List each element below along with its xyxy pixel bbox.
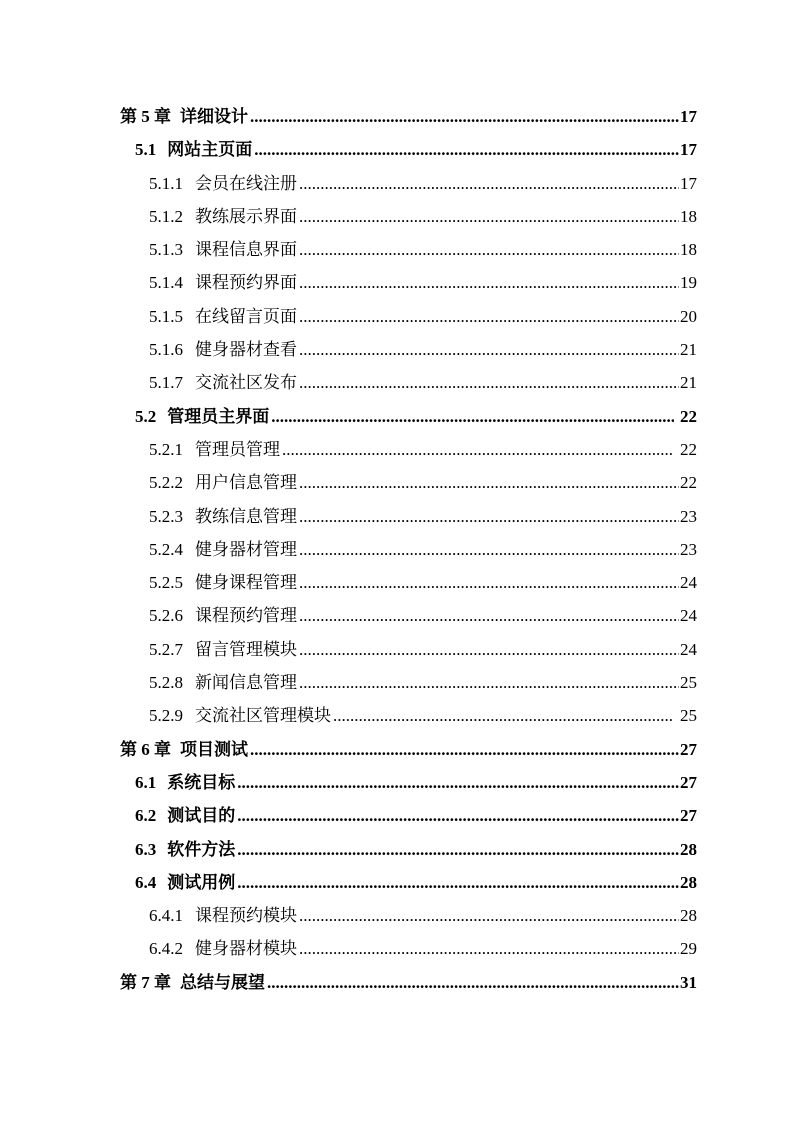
toc-entry-page: 17: [680, 107, 697, 126]
toc-entry-page: 22: [680, 406, 697, 426]
toc-entry-title: 留言管理模块: [195, 639, 297, 659]
toc-entry-page: 25: [680, 673, 697, 693]
toc-entry-number: 6.4: [135, 872, 157, 892]
dot-leader: [299, 366, 679, 399]
toc-entry-title: 健身器材模块: [195, 939, 297, 959]
toc-entry-title: 教练展示界面: [195, 206, 297, 226]
toc-entry-5-1-3: [0, 233, 697, 266]
dot-leader: [299, 233, 679, 266]
toc-entry-page: 17: [680, 140, 697, 160]
toc-entry-number: 6.4.2: [149, 939, 183, 959]
toc-entry-title: 课程预约界面: [195, 273, 297, 293]
toc-entry-5-2-7: [0, 633, 697, 666]
toc-entry-page: 22: [680, 473, 697, 493]
toc-entry-number: 5.2.1: [149, 439, 183, 459]
toc-entry-number: 5.1.1: [149, 173, 183, 193]
toc-entry-5-2-5: [0, 566, 697, 599]
toc-entry-page: 24: [680, 639, 697, 659]
dot-leader: [250, 100, 679, 133]
toc-entry-page: 22: [680, 439, 697, 459]
toc-entry-title: 管理员管理: [195, 439, 280, 459]
dot-leader: [299, 266, 679, 299]
toc-entry-page: 18: [680, 240, 697, 260]
toc-entry-title: 教练信息管理: [195, 506, 297, 526]
dot-leader: [333, 699, 674, 732]
toc-entry-page: 23: [680, 506, 697, 526]
toc-entry-number: 6.3: [135, 839, 157, 859]
toc-entry-5-2-6: [0, 599, 697, 632]
dot-leader: [237, 766, 679, 799]
toc-entry-chapter-7: [0, 966, 697, 999]
dot-leader: [237, 833, 679, 866]
toc-entry-title: 交流社区发布: [195, 373, 297, 393]
toc-entry-page: 28: [680, 872, 697, 892]
toc-entry-title: 健身课程管理: [195, 573, 297, 593]
toc-entry-page: 19: [680, 273, 697, 293]
toc-entry-title: 课程预约模块: [195, 906, 297, 926]
dot-leader: [267, 966, 679, 999]
toc-entry-number: 5.2.2: [149, 473, 183, 493]
toc-entry-number: 6.4.1: [149, 906, 183, 926]
toc-entry-6-2: [0, 799, 697, 832]
toc-entry-number: 6.2: [135, 806, 157, 826]
dot-leader: [282, 433, 674, 466]
dot-leader: [299, 633, 679, 666]
dot-leader: [299, 932, 679, 965]
toc-entry-number: 5.1.6: [149, 340, 183, 360]
dot-leader: [299, 167, 679, 200]
toc-entry-number: 5.1.3: [149, 240, 183, 260]
toc-entry-number: 5.2.8: [149, 673, 183, 693]
toc-entry-page: 27: [680, 806, 697, 826]
toc-entry-number: 5.1.7: [149, 373, 183, 393]
toc-entry-page: 21: [680, 373, 697, 393]
toc-entry-page: 25: [680, 706, 697, 726]
dot-leader: [299, 666, 679, 699]
toc-entry-title: 健身器材管理: [195, 539, 297, 559]
toc-entry-title: 健身器材查看: [195, 340, 297, 360]
dot-leader: [299, 300, 679, 333]
toc-entry-page: 28: [680, 839, 697, 859]
dot-leader: [237, 799, 679, 832]
toc-entry-page: 27: [680, 739, 697, 759]
dot-leader: [299, 533, 679, 566]
table-of-contents: [0, 100, 697, 999]
toc-entry-title: 在线留言页面: [195, 306, 297, 326]
toc-entry-number: 5.2.9: [149, 706, 183, 726]
toc-entry-title: 会员在线注册: [195, 173, 297, 193]
toc-entry-5-1-2: [0, 200, 697, 233]
toc-entry-5-1-1: [0, 167, 697, 200]
toc-entry-page: 27: [680, 772, 697, 792]
toc-entry-number: 5.1.5: [149, 306, 183, 326]
toc-entry-6-4: [0, 866, 697, 899]
toc-entry-5-1: [0, 133, 697, 166]
dot-leader: [237, 866, 679, 899]
toc-entry-page: 24: [680, 606, 697, 626]
toc-entry-title: 管理员主界面: [167, 406, 270, 426]
toc-entry-title: 新闻信息管理: [195, 673, 297, 693]
toc-entry-title: 系统目标: [167, 772, 236, 792]
toc-entry-page: 17: [680, 173, 697, 193]
dot-leader: [250, 733, 679, 766]
toc-entry-number: 5.2.4: [149, 539, 183, 559]
toc-entry-page: 21: [680, 340, 697, 360]
toc-entry-title: 测试用例: [167, 872, 236, 892]
toc-entry-5-2: [0, 400, 697, 433]
toc-entry-number: 5.2.6: [149, 606, 183, 626]
toc-entry-title: 软件方法: [167, 839, 236, 859]
toc-entry-page: 29: [680, 939, 697, 959]
dot-leader: [299, 899, 679, 932]
toc-entry-5-1-4: [0, 266, 697, 299]
toc-entry-page: 23: [680, 539, 697, 559]
toc-entry-page: 20: [680, 306, 697, 326]
toc-entry-title: 交流社区管理模块: [195, 706, 331, 726]
toc-entry-number: 5.1: [135, 140, 157, 160]
toc-entry-5-1-7: [0, 366, 697, 399]
toc-entry-number: 第 6 章: [120, 739, 171, 759]
toc-entry-title: 课程预约管理: [195, 606, 297, 626]
toc-entry-chapter-5: [0, 100, 697, 133]
dot-leader: [299, 599, 679, 632]
toc-entry-6-4-1: [0, 899, 697, 932]
toc-entry-title: 详细设计: [180, 107, 248, 126]
toc-entry-6-1: [0, 766, 697, 799]
dot-leader: [254, 133, 679, 166]
toc-entry-number: 第 7 章: [120, 972, 171, 992]
toc-entry-title: 用户信息管理: [195, 473, 297, 493]
toc-entry-page: 24: [680, 573, 697, 593]
toc-entry-number: 5.2.5: [149, 573, 183, 593]
toc-entry-6-3: [0, 833, 697, 866]
toc-entry-number: 6.1: [135, 772, 157, 792]
toc-entry-5-2-4: [0, 533, 697, 566]
toc-entry-title: 课程信息界面: [195, 240, 297, 260]
toc-entry-number: 第 5 章: [120, 107, 171, 126]
toc-entry-number: 5.1.2: [149, 206, 183, 226]
dot-leader: [299, 200, 679, 233]
toc-entry-number: 5.2.7: [149, 639, 183, 659]
dot-leader: [299, 566, 679, 599]
toc-entry-6-4-2: [0, 932, 697, 965]
toc-entry-5-1-6: [0, 333, 697, 366]
toc-entry-number: 5.2: [135, 406, 157, 426]
toc-entry-chapter-6: [0, 733, 697, 766]
dot-leader: [271, 400, 674, 433]
toc-entry-number: 5.2.3: [149, 506, 183, 526]
toc-entry-title: 项目测试: [180, 739, 248, 759]
toc-entry-5-1-5: [0, 300, 697, 333]
toc-entry-5-2-9: [0, 699, 697, 732]
toc-entry-5-2-3: [0, 500, 697, 533]
toc-entry-title: 测试目的: [167, 806, 236, 826]
dot-leader: [299, 466, 679, 499]
toc-entry-5-2-8: [0, 666, 697, 699]
toc-entry-5-2-1: [0, 433, 697, 466]
dot-leader: [299, 333, 679, 366]
toc-entry-title: 总结与展望: [180, 972, 265, 992]
toc-entry-page: 31: [680, 972, 697, 992]
dot-leader: [299, 500, 679, 533]
toc-entry-5-2-2: [0, 466, 697, 499]
toc-entry-page: 18: [680, 206, 697, 226]
toc-entry-number: 5.1.4: [149, 273, 183, 293]
toc-entry-page: 28: [680, 906, 697, 926]
toc-entry-title: 网站主页面: [167, 140, 253, 160]
